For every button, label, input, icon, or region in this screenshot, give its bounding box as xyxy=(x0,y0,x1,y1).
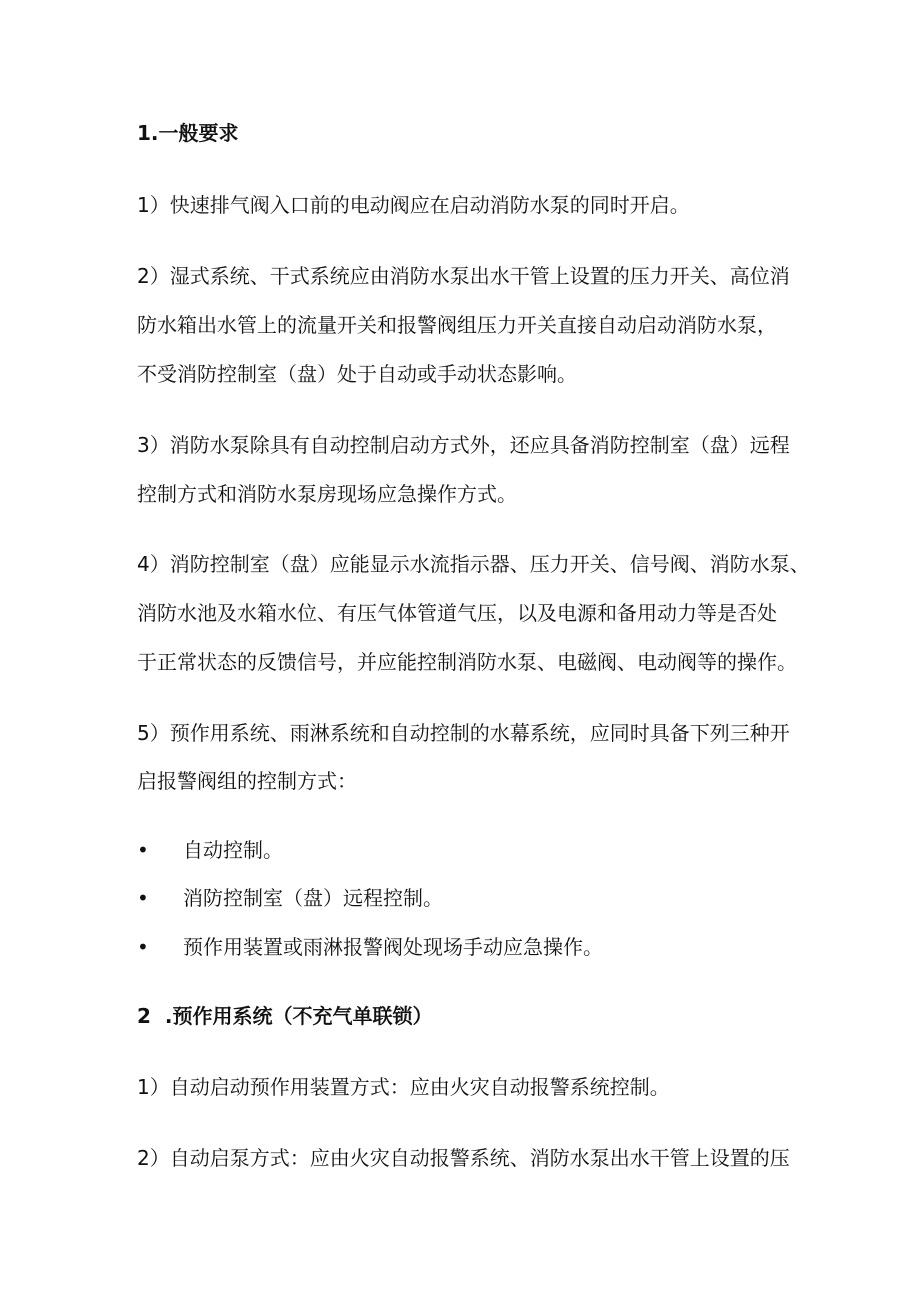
bullet-3-dot: • xyxy=(137,935,149,959)
paragraph-3-line-1: 3）消防水泵除具有自动控制启动方式外，还应具备消防控制室（盘）远程 xyxy=(137,433,790,457)
paragraph-2-line-3: 不受消防控制室（盘）处于自动或手动状态影响。 xyxy=(137,362,577,386)
paragraph-4-line-2: 消防水池及水箱水位、有压气体管道气压，以及电源和备用动力等是否处 xyxy=(137,601,777,625)
paragraph-2-line-2: 防水箱出水管上的流量开关和报警阀组压力开关直接自动启动消防水泵， xyxy=(137,313,777,337)
bullet-2-dot: • xyxy=(137,886,149,910)
paragraph-2-line-1: 2）湿式系统、干式系统应由消防水泵出水干管上设置的压力开关、高位消 xyxy=(137,264,790,288)
paragraph-4-line-1: 4）消防控制室（盘）应能显示水流指示器、压力开关、信号阀、消防水泵、 xyxy=(137,552,810,576)
bullet-1-dot: • xyxy=(137,838,149,862)
section-2-paragraph-1: 1）自动启动预作用装置方式：应由火灾自动报警系统控制。 xyxy=(137,1075,670,1099)
section-2-paragraph-2: 2）自动启泵方式：应由火灾自动报警系统、消防水泵出水干管上设置的压 xyxy=(137,1146,790,1170)
bullet-2-text: 消防控制室（盘）远程控制。 xyxy=(183,886,443,910)
paragraph-1: 1）快速排气阀入口前的电动阀应在启动消防水泵的同时开启。 xyxy=(137,193,690,217)
paragraph-3-line-2: 控制方式和消防水泵房现场应急操作方式。 xyxy=(137,482,517,506)
paragraph-5-line-1: 5）预作用系统、雨淋系统和自动控制的水幕系统，应同时具备下列三种开 xyxy=(137,721,790,745)
paragraph-4-line-3: 于正常状态的反馈信号，并应能控制消防水泵、电磁阀、电动阀等的操作。 xyxy=(137,650,797,674)
paragraph-5-line-2: 启报警阀组的控制方式： xyxy=(137,769,357,793)
bullet-3-text: 预作用装置或雨淋报警阀处现场手动应急操作。 xyxy=(183,935,603,959)
section-2-heading: 2 .预作用系统（不充气单联锁） xyxy=(137,1004,433,1028)
section-1-heading: 1.一般要求 xyxy=(137,121,239,145)
bullet-1-text: 自动控制。 xyxy=(183,838,283,862)
